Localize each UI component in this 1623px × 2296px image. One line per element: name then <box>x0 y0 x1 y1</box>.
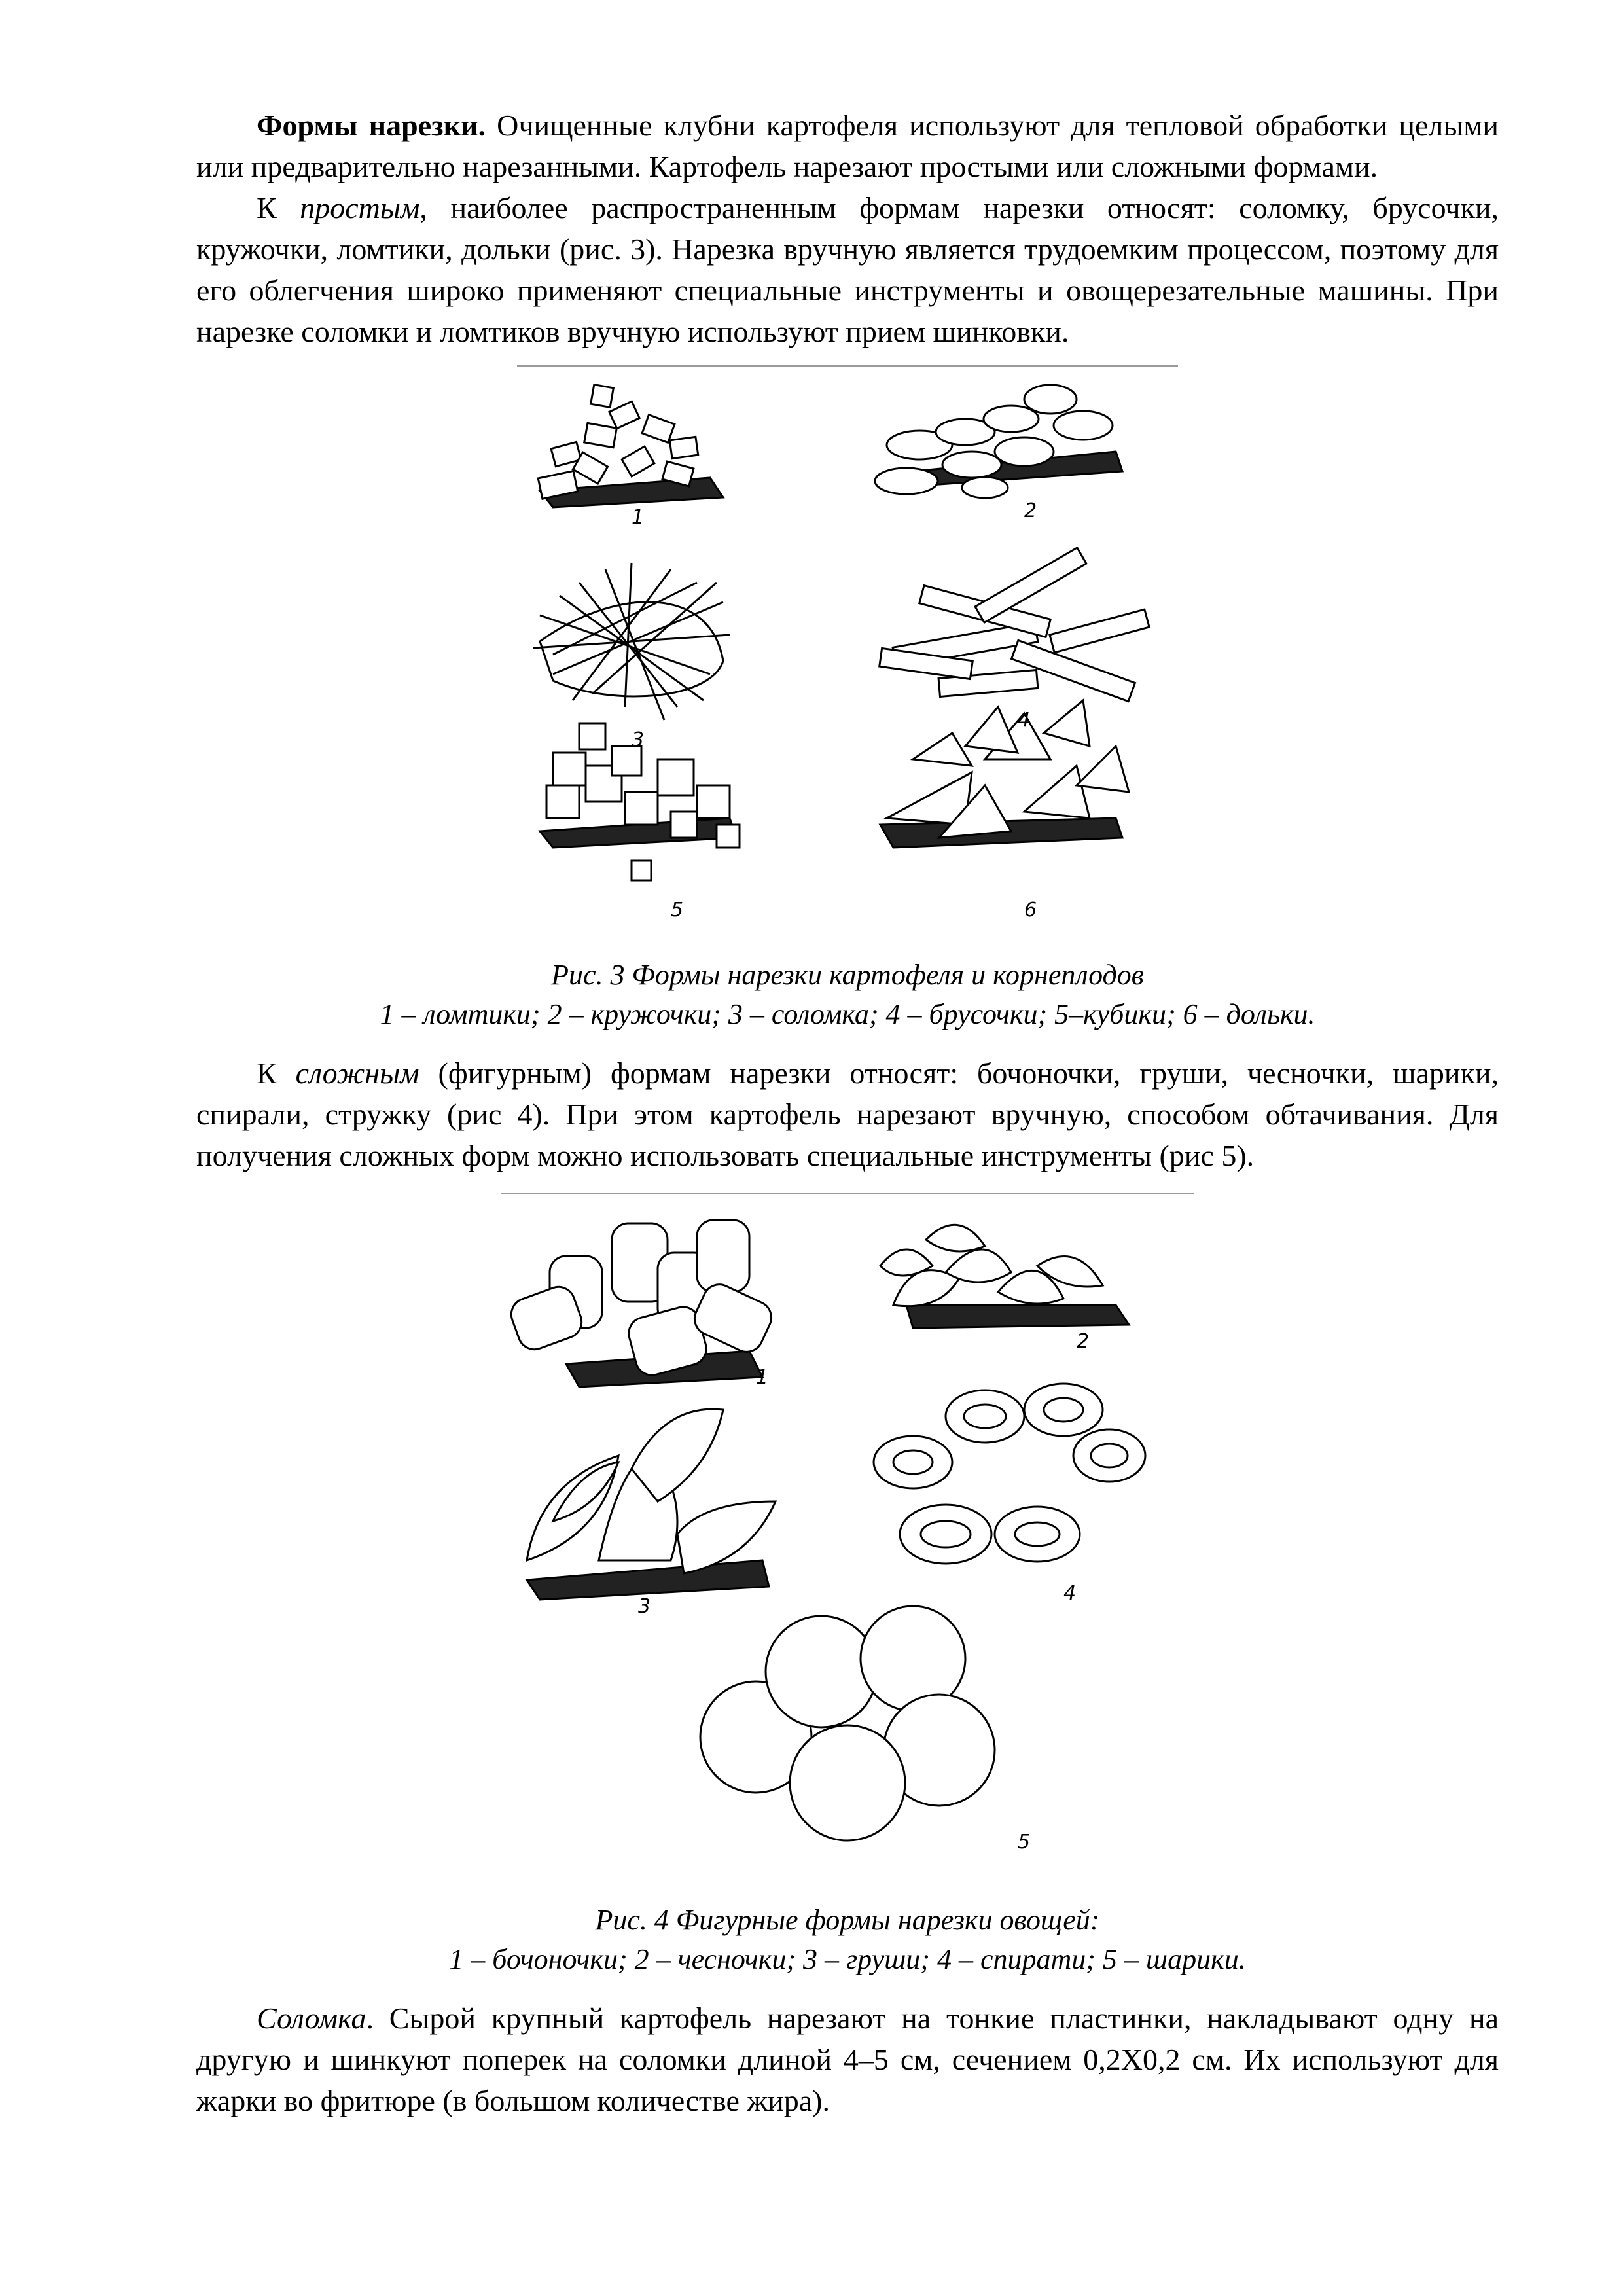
fig4-label-2: 2 <box>1077 1330 1090 1353</box>
figure-3-illustration <box>514 367 1181 956</box>
fig3-label-3: 3 <box>632 728 645 751</box>
garlic-illustration <box>880 1225 1129 1328</box>
wedges-illustration <box>880 700 1129 848</box>
figure-3 <box>514 367 1181 956</box>
fig3-label-5: 5 <box>671 899 684 922</box>
sticks-illustration <box>880 548 1149 702</box>
spirals-illustration <box>874 1384 1145 1564</box>
figure-4-caption-title: Рис. 4 Фигурные формы нарезки овощей: <box>595 1904 1100 1936</box>
fig4-label-1: 1 <box>756 1366 769 1389</box>
figure-4-caption-items: 1 – бочоночки; 2 – чесночки; 3 – груши; 4 – спирати; 5 – шарики. <box>449 1943 1246 1975</box>
barrels-illustration <box>507 1220 776 1387</box>
fig3-label-4: 4 <box>1018 709 1031 732</box>
balls-illustration <box>700 1606 995 1840</box>
straws-illustration <box>533 563 730 720</box>
paragraph-pre: К <box>257 1056 296 1090</box>
paragraph-text: , наиболее распространенным формам нарезки относят: соломку, брусочки, кружочки, ломтики, дольки (рис. 3). Нарезка вручную является трудоемким процессом, поэтому для его облегчения широко применяют специальные инструменты и овощерезательные машины. При нарезке соломки и ломтиков вручную используют прием шинковки. <box>196 191 1499 348</box>
italic-term: сложным <box>295 1056 419 1090</box>
fig3-label-2: 2 <box>1024 499 1037 522</box>
italic-term: простым <box>300 191 420 224</box>
paragraph-complex-forms <box>196 1052 1499 1176</box>
fig3-label-6: 6 <box>1024 899 1037 922</box>
slices-illustration <box>538 385 723 507</box>
bold-lead: Формы нарезки. <box>257 109 486 142</box>
figure-4 <box>488 1194 1207 1901</box>
paragraph-cut-forms <box>196 105 1499 187</box>
fig4-label-3: 3 <box>638 1595 651 1618</box>
fig3-label-1: 1 <box>632 506 645 529</box>
paragraph-text: . Сырой крупный картофель нарезают на тонкие пластинки, накладывают одну на другую и шинкуют поперек на соломки длиной 4–5 см, сечением 0,2Х0,2 см. Их используют для жарки во фритюре (в большом количестве жира). <box>196 2001 1499 2117</box>
paragraph-straw <box>196 1998 1499 2121</box>
figure-3-caption-items: 1 – ломтики; 2 – кружочки; 3 – соломка; 4 – брусочки; 5–кубики; 6 – дольки. <box>380 998 1315 1030</box>
fig4-label-5: 5 <box>1018 1831 1031 1854</box>
paragraph-pre: К <box>257 191 300 224</box>
figure-3-caption-title: Рис. 3 Формы нарезки картофеля и корнеплодов <box>551 959 1144 991</box>
figure-4-illustration <box>488 1194 1207 1901</box>
paragraph-text: Очищенные клубни картофеля используют для тепловой обработки целыми или предварительно нарезанными. Картофель нарезают простыми или сложными формами. <box>196 109 1499 183</box>
rounds-illustration <box>875 385 1122 498</box>
paragraph-simple-forms <box>196 187 1499 352</box>
pears-illustration <box>527 1409 776 1600</box>
paragraph-text: (фигурным) формам нарезки относят: бочоночки, груши, чесночки, шарики, спирали, стружку (рис 4). При этом картофель нарезают вручную, способом обтачивания. Для получения сложных форм можно использовать специальные инструменты (рис 5). <box>196 1056 1499 1172</box>
fig4-label-4: 4 <box>1063 1582 1077 1605</box>
page <box>196 105 1499 2121</box>
italic-term: Соломка <box>257 2001 366 2035</box>
